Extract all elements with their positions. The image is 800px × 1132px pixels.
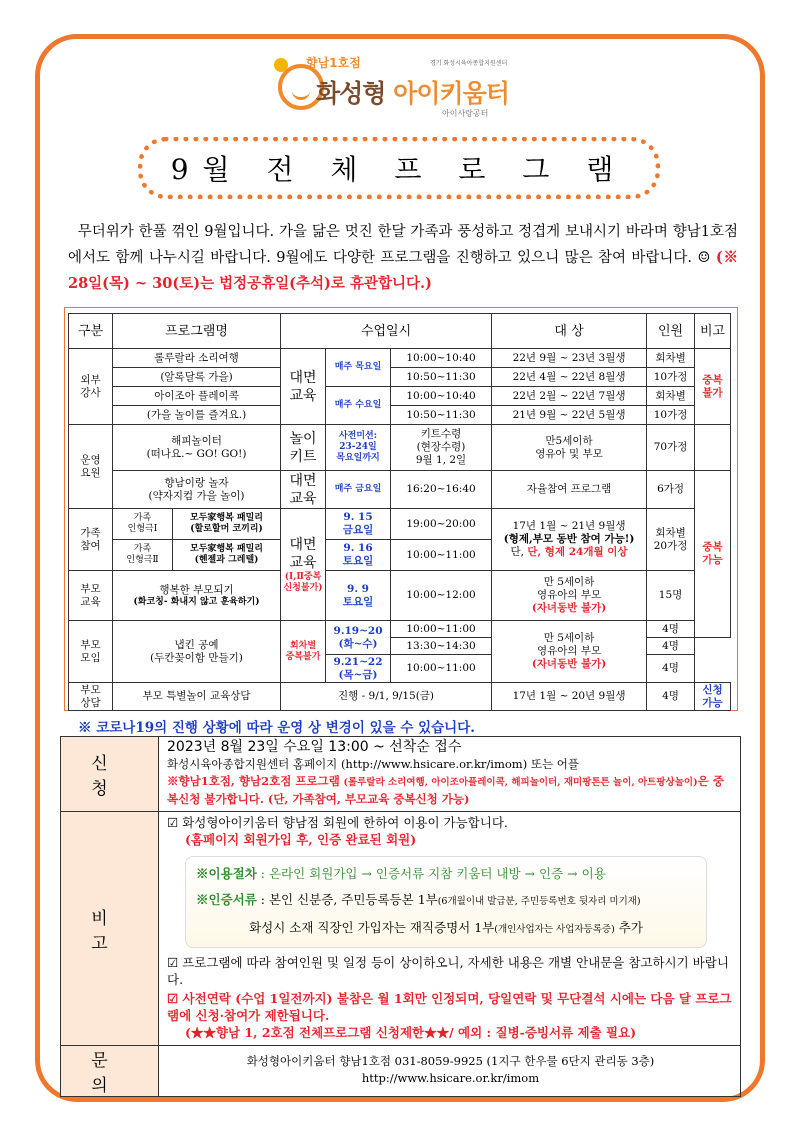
- prog-napkin: 냅킨 공예 (두칸꽂이함 만들기): [113, 621, 281, 683]
- target-cell: 22년 9월 ~ 23년 3월생: [492, 349, 647, 368]
- title-banner: [138, 137, 660, 199]
- logo-sponsor: 경기 화성시육아종합지원센터: [430, 60, 508, 67]
- target-cell: 22년 4월 ~ 22년 8월생: [492, 368, 647, 387]
- day-wednesday: 매주 수요일: [326, 387, 391, 425]
- remark-body: [159, 812, 741, 1046]
- capacity-cell: 회차별: [647, 387, 695, 406]
- center-logo: [270, 52, 540, 128]
- time-cell: 10:00~10:40: [391, 349, 492, 368]
- logo-branch: 향남1호점: [306, 56, 361, 70]
- target-cell: 22년 2월 ~ 22년 7월생: [492, 387, 647, 406]
- date-sep19-20: 9.19~20 (화~수): [326, 621, 391, 655]
- time-cell: 10:00~11:00: [391, 540, 492, 571]
- header-schedule: 수업일시: [281, 314, 492, 349]
- procedure-box: [185, 856, 707, 948]
- logo-name: 화성형 아이키움터: [316, 79, 509, 108]
- capacity-cell: 4명: [647, 638, 695, 655]
- capacity-cell: 15명: [647, 571, 695, 621]
- time-cell: 10:50~11:30: [391, 368, 492, 387]
- prog-special-play: 부모 특별놀이 교육상담: [113, 683, 281, 711]
- remark-restriction: (★★향남 1, 2호점 전체프로그램 신청제한★★/ 예외 : 질병-증빙서류 제출 필요): [185, 1025, 637, 1040]
- corona-notice: ※ 코로나19의 진행 상황에 따라 운영 상 변경이 있을 수 있습니다.: [78, 720, 475, 736]
- logo-sub: 아이사랑공터: [442, 109, 489, 118]
- prog-puppet-1-title: 모두家행복 패밀리 (할로할머 코끼리): [173, 509, 281, 540]
- time-cell: 10:00~12:00: [391, 571, 492, 621]
- contact-info: 화성형아이키움터 향남1호점 031-8059-9925 (1지구 한우물 6단지 관리동 3층): [246, 1054, 655, 1068]
- target-cell: 만5세이하 영유아 및 부모: [492, 425, 647, 471]
- pre-mission: 사전미션: 23-24일 목요일까지: [326, 425, 391, 471]
- mode-family: 대면 교육 (Ⅰ,Ⅱ중복 신청불가): [281, 509, 326, 621]
- prog-ijoa-sub: (가을 놀이를 즐겨요.): [113, 406, 281, 425]
- contact-url[interactable]: http://www.hsicare.or.kr/imom: [361, 1071, 540, 1085]
- prog-puppet-2: 가족 인형극Ⅱ: [113, 540, 173, 571]
- header-category: 구분: [69, 314, 113, 349]
- kit-pickup: 키트수령 (현장수령) 9월 1, 2일: [391, 425, 492, 471]
- remark-member: ☑ 화성형아이키움터 향남점 회원에 한하여 이용이 가능합니다.: [167, 815, 508, 830]
- time-cell: 19:00~20:00: [391, 509, 492, 540]
- capacity-cell: 70가정: [647, 425, 695, 471]
- prog-happy-playground: 해피놀이터 (떠나요.~ GO! GO!): [113, 425, 281, 471]
- procedure-line: ※이용절차 : 온라인 회원가입 → 인증서류 지참 키움터 내방 → 인증 → 이용: [196, 866, 606, 881]
- capacity-cell: 회차별 20가정: [647, 509, 695, 571]
- documents-extra: 화성시 소재 직장인 가입자는 재직증명서 1부(개인사업자는 사업자등록증) 추가: [249, 920, 643, 935]
- header-note: 비고: [695, 314, 731, 349]
- prog-lollala-sub: (알록달록 가을): [113, 368, 281, 387]
- date-sep16: 9. 16 토요일: [326, 540, 391, 571]
- prog-happy-parent: 행복한 부모되기 (화코칭- 화내지 않고 훈육하기): [113, 571, 281, 621]
- header-program: 프로그램명: [113, 314, 281, 349]
- note-empty: [695, 425, 731, 471]
- program-table: [68, 313, 731, 711]
- header-capacity: 인원: [647, 314, 695, 349]
- prog-play-with-hyangnam: 향남이랑 놀자 (약자지컴 가을 놀이): [113, 471, 281, 509]
- capacity-cell: 4명: [647, 621, 695, 638]
- capacity-cell: 4명: [647, 683, 695, 711]
- time-cell: 10:00~10:40: [391, 387, 492, 406]
- capacity-cell: 4명: [647, 655, 695, 683]
- prog-lollala: 롤루랄라 소리여행: [113, 349, 281, 368]
- cat-parent-meeting: 부모 모임: [69, 621, 113, 683]
- time-cell: 13:30~14:30: [391, 638, 492, 655]
- day-friday: 매주 금요일: [326, 471, 391, 509]
- time-cell: 10:00~11:00: [391, 621, 492, 638]
- remark-member-sub: (홈페이지 회원가입 후, 인증 완료된 회원): [185, 832, 417, 847]
- time-cell: 10:00~11:00: [391, 655, 492, 683]
- note-duplicate-ok: 중복 가능: [695, 471, 731, 638]
- documents-line: ※인증서류 : 본인 신분증, 주민등록등본 1부(6개월이내 발급분, 주민등록번호 뒷자리 미기재): [196, 892, 641, 907]
- date-sep15: 9. 15 금요일: [326, 509, 391, 540]
- target-parent-meeting: 만 5세이하 영유아의 부모 (자녀동반 불가): [492, 621, 647, 683]
- header-target: 대 상: [492, 314, 647, 349]
- mode-face: 대면 교육: [281, 471, 326, 509]
- apply-site: 화성시육아종합지원센터 홈페이지 (http://www.hsicare.or.kr/imom) 또는 어플: [167, 757, 579, 771]
- apply-body: [159, 737, 741, 812]
- mode-external: 대면 교육: [281, 349, 326, 425]
- consult-dates: 진행 - 9/1, 9/15(금): [281, 683, 492, 711]
- date-sep21-22: 9.21~22 (목~금): [326, 655, 391, 683]
- contact-label: 문 의: [61, 1046, 159, 1097]
- apply-restriction: ※향남1호점, 향남2호점 프로그램 (롤루랄라 소리여행, 아이조아플레이콕, 해피놀이터, 재미팡톤튼 놀이, 아트팡상놀이)은 중복신청 불가합니다. (단, 가족참여, 부모교육 중복신청 가능): [167, 774, 724, 806]
- prog-puppet-1: 가족 인형극Ⅰ: [113, 509, 173, 540]
- mode-meeting: 회차별 중복불가: [281, 621, 326, 683]
- capacity-cell: 6가정: [647, 471, 695, 509]
- remark-attendance: ☑ 사전연락 (수업 1일전까지) 불참은 월 1회만 인정되며, 당일연락 및 무단결석 시에는 다음 달 프로그램에 신청·참여가 제한됩니다.: [167, 991, 732, 1023]
- intro-text: 무더위가 한풀 꺾인 9월입니다. 가을 닮은 멋진 한달 가족과 풍성하고 정겹게 보내시기 바라며 향남1호점에서도 함께 나누시길 바랍니다. 9월에도 다양한 프로그램을 진행하고 있으니 많은 참여 바랍니다. ☺: [68, 224, 738, 266]
- note-apply-ok: 신청 가능: [695, 683, 731, 711]
- mode-kit: 놀이 키트: [281, 425, 326, 471]
- target-cell: 17년 1월 ~ 20년 9월생: [492, 683, 647, 711]
- day-thursday: 매주 목요일: [326, 349, 391, 387]
- intro-paragraph: [68, 220, 738, 297]
- target-cell: 21년 9월 ~ 22년 5월생: [492, 406, 647, 425]
- page-title: 9월 전 체 프 로 그 램: [170, 153, 628, 186]
- cat-operation: 운영 요원: [69, 425, 113, 509]
- info-table: [60, 736, 741, 1097]
- time-cell: 10:50~11:30: [391, 406, 492, 425]
- apply-date: 2023년 8월 23일 수요일 13:00 ~ 선착순 접수: [167, 739, 462, 755]
- capacity-cell: 10가정: [647, 406, 695, 425]
- holiday-notice: (※ 28일(목) ~ 30(토)는 법정공휴일(추석)로 휴관합니다.): [68, 249, 738, 292]
- cat-family: 가족 참여: [69, 509, 113, 571]
- cat-parent-edu: 부모 교육: [69, 571, 113, 621]
- time-cell: 16:20~16:40: [391, 471, 492, 509]
- contact-body: [159, 1046, 741, 1097]
- cat-parent-consult: 부모 상담: [69, 683, 113, 711]
- apply-label: 신 청: [61, 737, 159, 812]
- prog-ijoa: 아이조아 플레이콕: [113, 387, 281, 406]
- capacity-cell: 10가정: [647, 368, 695, 387]
- date-sep9: 9. 9 토요일: [326, 571, 391, 621]
- remark-schedule: ☑ 프로그램에 따라 참여인원 및 일정 등이 상이하오니, 자세한 내용은 개별 안내문을 참고하시기 바랍니다.: [167, 955, 729, 987]
- cat-external: 외부 강사: [69, 349, 113, 425]
- remark-label: 비 고: [61, 812, 159, 1046]
- target-cell: 자율참여 프로그램: [492, 471, 647, 509]
- prog-puppet-2-title: 모두家행복 패밀리 (헨젤과 그레텔): [173, 540, 281, 571]
- note-no-duplicate: 중복 불가: [695, 349, 731, 425]
- capacity-cell: 회차별: [647, 349, 695, 368]
- target-family: 17년 1월 ~ 21년 9월생 (형제,부모 동반 참여 가능!) 단, 단, 형제 24개월 이상: [492, 509, 647, 571]
- target-parent-edu: 만 5세이하 영유아의 부모 (자녀동반 불가): [492, 571, 647, 621]
